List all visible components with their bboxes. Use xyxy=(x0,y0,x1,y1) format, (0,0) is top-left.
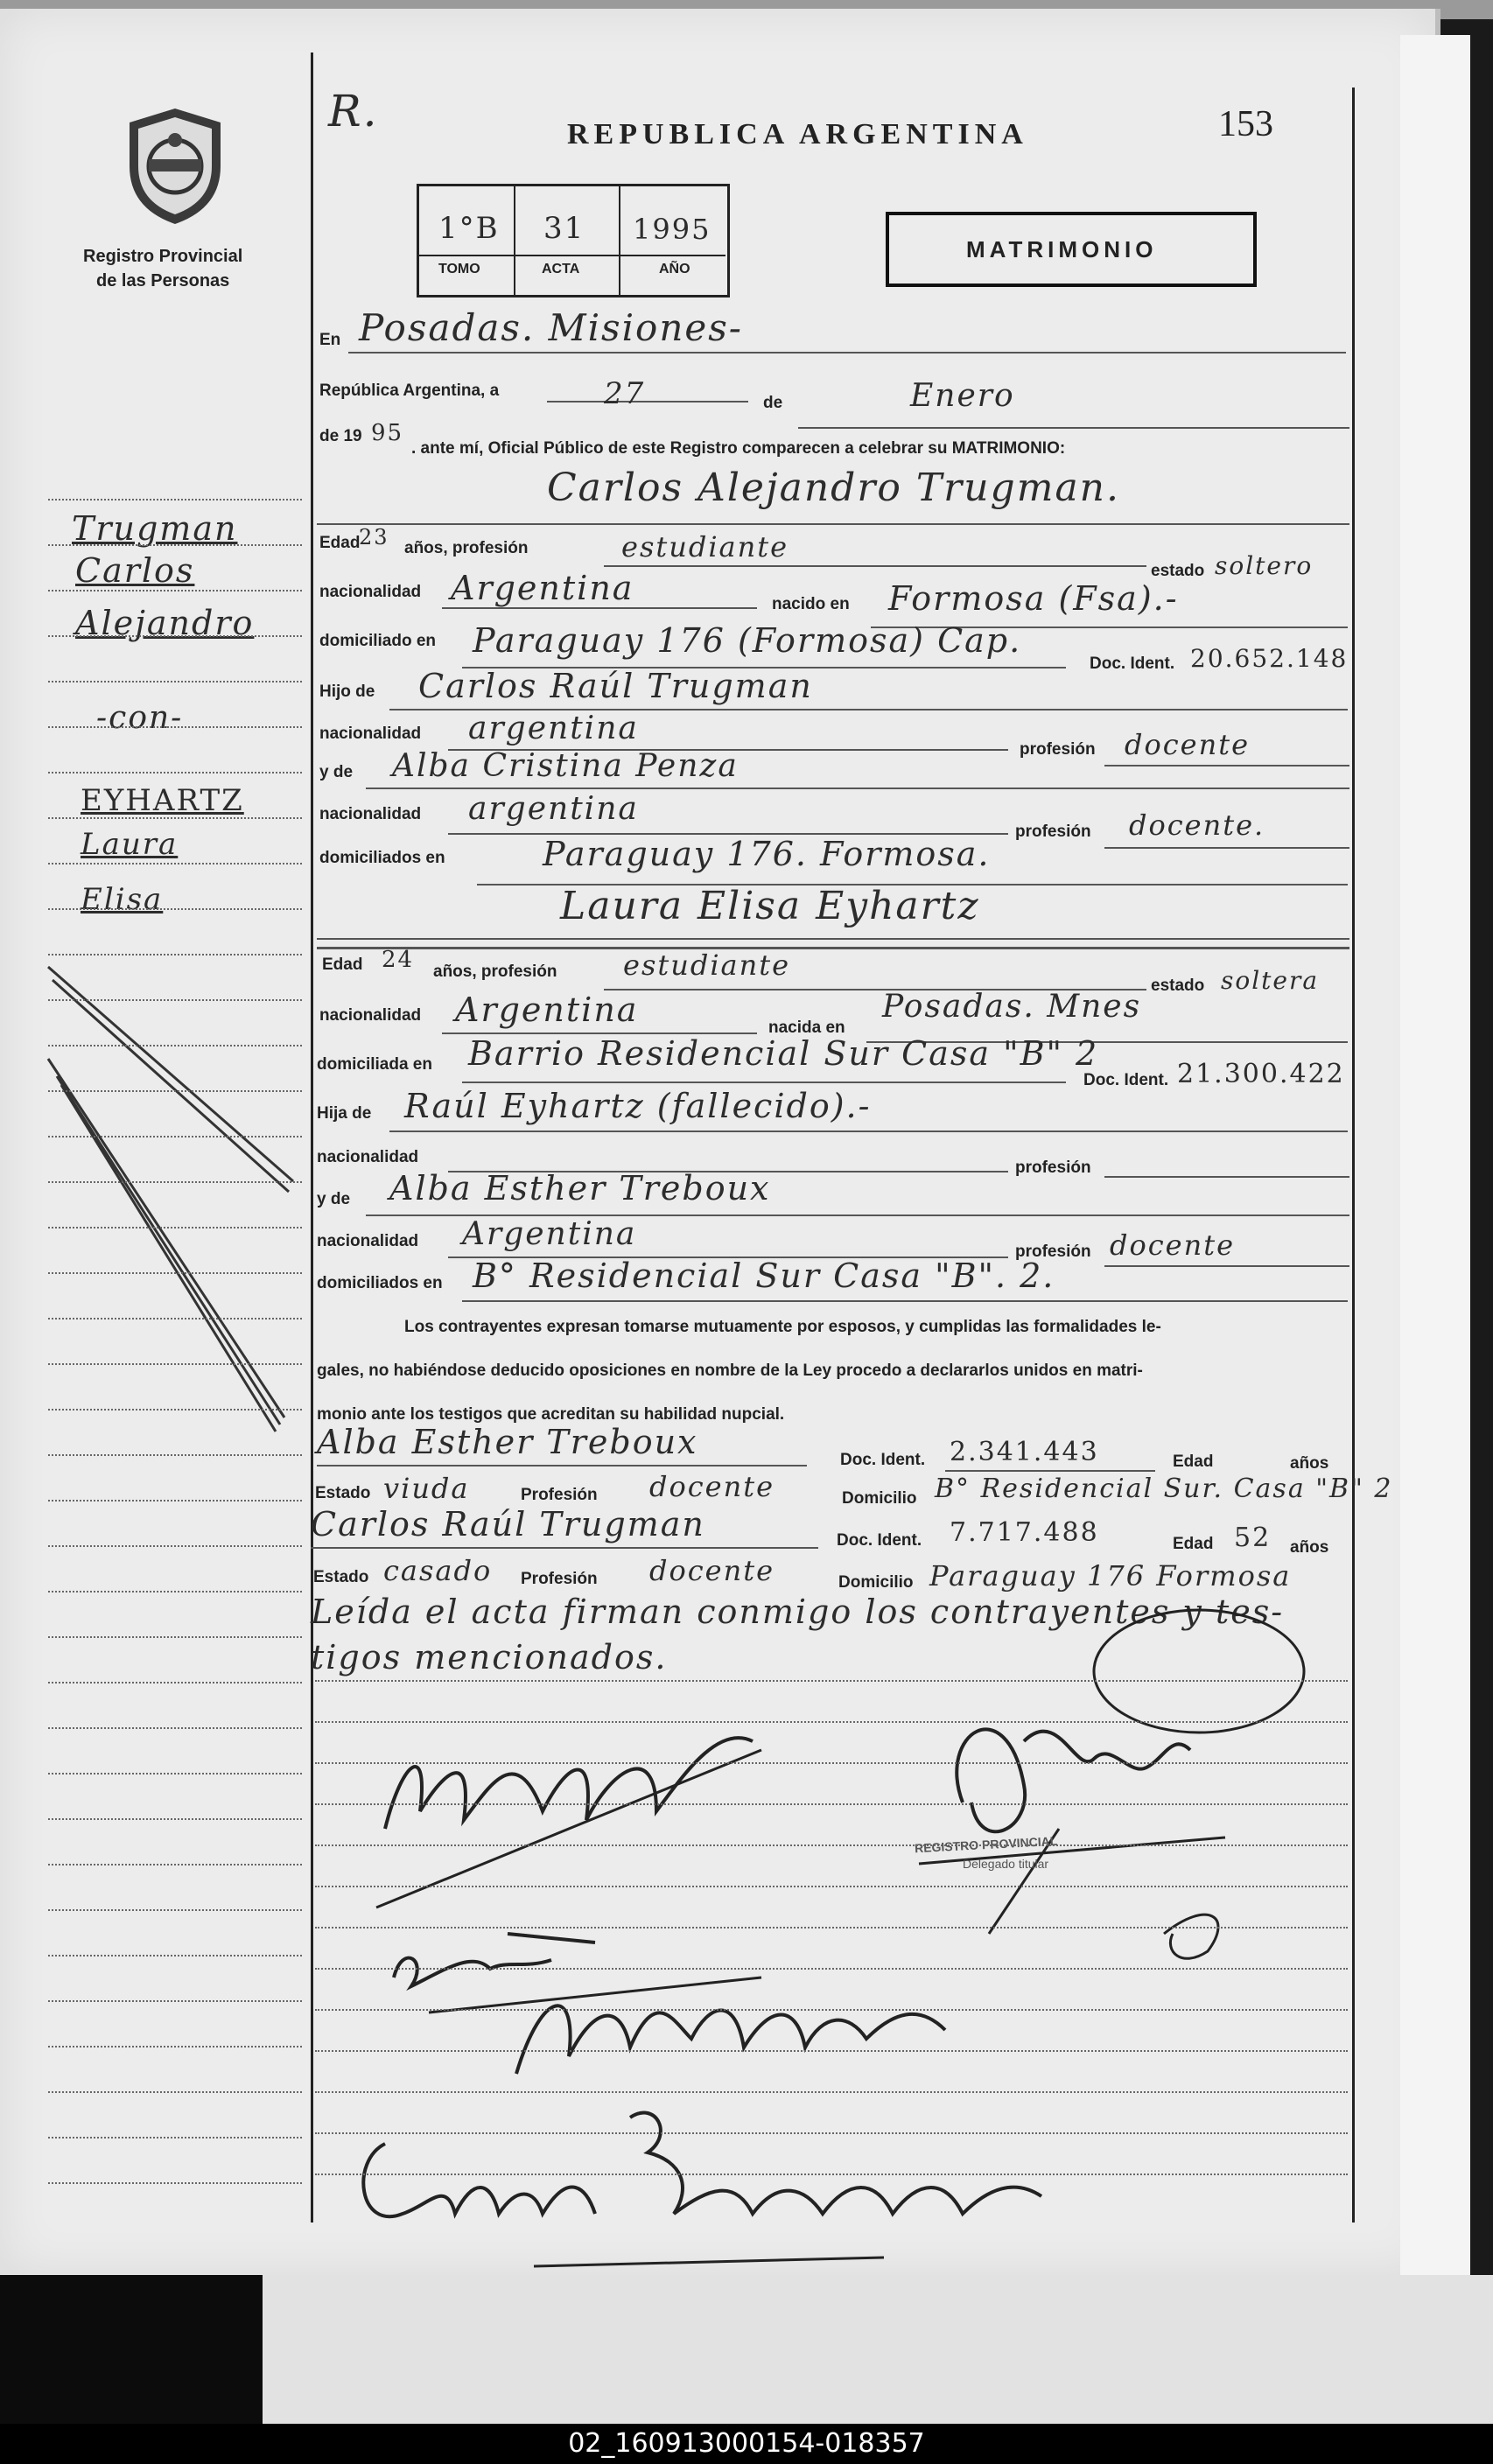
margin-ruled-line xyxy=(48,681,302,682)
main-ruled-line xyxy=(315,1886,1348,1887)
groom-profesion-label: años, profesión xyxy=(404,539,529,557)
registry-name-line2: de las Personas xyxy=(96,271,230,290)
margin-ruled-line xyxy=(48,1409,302,1410)
groom-nationality-line xyxy=(442,607,757,609)
margin-note-bride-first-name: Laura xyxy=(81,827,179,862)
margin-ruled-line xyxy=(48,999,302,1001)
bride-address-line xyxy=(462,1082,1066,1083)
bride-mother-nationality: Argentina xyxy=(462,1216,637,1252)
bride-mother-yde-label: y de xyxy=(317,1190,351,1208)
officer-stamp-line-1: REGISTRO PROVINCIAL xyxy=(914,1833,1058,1856)
groom-hijo-label: Hijo de xyxy=(319,682,375,701)
main-ruled-line xyxy=(315,1803,1348,1805)
margin-ruled-line xyxy=(48,1500,302,1502)
witness-1-doc-label: Doc. Ident. xyxy=(840,1451,926,1469)
margin-ruled-line xyxy=(48,1727,302,1729)
acta-value: 31 xyxy=(543,211,585,246)
declaration-line-1: Los contrayentes expresan tomarse mutuamente por esposos, y cumplidas las formalidades le- xyxy=(404,1318,1161,1336)
place-line xyxy=(348,352,1346,354)
bride-profession: estudiante xyxy=(623,948,791,982)
margin-note-bride-middle-name: Elisa xyxy=(81,882,164,917)
groom-mother-name: Alba Cristina Penza xyxy=(392,748,739,784)
groom-mother-yde-label: y de xyxy=(319,763,354,781)
main-ruled-line xyxy=(315,1721,1348,1723)
groom-name: Carlos Alejandro Trugman. xyxy=(547,466,1120,510)
margin-ruled-line xyxy=(48,544,302,546)
closing-line-2: tigos mencionados. xyxy=(311,1638,668,1676)
republica-label: República Argentina, a xyxy=(319,382,500,400)
bride-father-profession-label: profesión xyxy=(1015,1158,1091,1177)
main-ruled-line xyxy=(315,2174,1348,2175)
groom-mother-profession-label: profesión xyxy=(1015,822,1091,841)
record-box-divider xyxy=(419,255,725,256)
bride-doc-label: Doc. Ident. xyxy=(1083,1071,1169,1089)
bride-age: 24 xyxy=(382,947,415,973)
groom-father-name: Carlos Raúl Trugman xyxy=(418,667,813,705)
record-type-label: MATRIMONIO xyxy=(966,236,1158,262)
bride-section-divider xyxy=(317,947,1349,949)
groom-address: Paraguay 176 (Formosa) Cap. xyxy=(473,621,1022,660)
tomo-cell xyxy=(419,186,515,295)
bride-parents-address-line xyxy=(462,1300,1348,1302)
bride-document-number: 21.300.422 xyxy=(1177,1059,1345,1089)
ano-cell xyxy=(620,186,725,295)
groom-father-nationality-label: nacionalidad xyxy=(319,724,422,743)
groom-father-profession: docente xyxy=(1125,728,1251,761)
margin-ruled-line xyxy=(48,1818,302,1820)
year-prefix: de 19 xyxy=(319,427,362,445)
witness-1-profession-label: Profesión xyxy=(521,1486,598,1504)
witness-2-document-number: 7.717.488 xyxy=(950,1517,1099,1548)
main-ruled-line xyxy=(315,1968,1348,1970)
witness-1-name: Alba Esther Treboux xyxy=(317,1423,698,1461)
witness-2-name-line xyxy=(311,1547,818,1549)
ano-label: AÑO xyxy=(659,262,690,276)
margin-ruled-line xyxy=(48,1682,302,1684)
witness-1-profession: docente xyxy=(649,1470,775,1503)
bride-estado-label: estado xyxy=(1151,976,1205,995)
record-type-box xyxy=(886,212,1257,287)
witness-1-edad-label: Edad xyxy=(1173,1452,1214,1471)
bride-father-nationality-label: nacionalidad xyxy=(317,1148,419,1166)
margin-ruled-line xyxy=(48,1591,302,1592)
bride-profesion-label: años, profesión xyxy=(433,962,557,981)
bride-signature xyxy=(376,1881,1006,2109)
margin-ruled-line xyxy=(48,1227,302,1228)
bride-nationality: Argentina xyxy=(455,990,639,1029)
margin-ruled-line xyxy=(48,1272,302,1274)
groom-parents-domicile-label: domiciliados en xyxy=(319,849,445,867)
witness-2-anos-label: años xyxy=(1290,1538,1329,1557)
witness-signature xyxy=(341,2082,1111,2284)
margin-ruled-line xyxy=(48,1454,302,1456)
witness-1-estado-label: Estado xyxy=(315,1484,371,1502)
margin-note-first-name: Carlos xyxy=(75,551,195,590)
image-code-footer: 02_160913000154-018357 xyxy=(0,2424,1493,2464)
bride-nationality-label: nacionalidad xyxy=(319,1006,422,1025)
margin-ruled-line xyxy=(48,1909,302,1911)
witness-2-name: Carlos Raúl Trugman xyxy=(311,1505,705,1544)
witness-2-doc-label: Doc. Ident. xyxy=(837,1531,922,1550)
margin-ruled-line xyxy=(48,635,302,637)
witness-1-domicile-label: Domicilio xyxy=(842,1489,917,1508)
main-ruled-line xyxy=(315,2050,1348,2052)
margin-ruled-line xyxy=(48,1045,302,1046)
margin-note-bride-surname: EYHARTZ xyxy=(81,783,244,818)
closing-line-1: Leída el acta firman conmigo los contrayentes y tes- xyxy=(311,1592,1285,1631)
groom-nationality: Argentina xyxy=(451,569,634,607)
margin-ruled-line xyxy=(48,1363,302,1365)
groom-profession: estudiante xyxy=(621,530,789,564)
margin-ruled-line xyxy=(48,863,302,864)
witness-2-domicile-label: Domicilio xyxy=(838,1573,914,1592)
document-title: REPUBLICA ARGENTINA xyxy=(567,118,1028,150)
bride-mother-nationality-label: nacionalidad xyxy=(317,1232,419,1250)
bride-address: Barrio Residencial Sur Casa "B" 2 xyxy=(468,1034,1099,1073)
margin-ruled-line xyxy=(48,2091,302,2093)
margin-ruled-line xyxy=(48,1636,302,1638)
main-ruled-line xyxy=(315,1927,1348,1928)
witness-2-profession: docente xyxy=(649,1554,775,1587)
ano-value: 1995 xyxy=(633,213,711,246)
main-ruled-line xyxy=(315,1762,1348,1764)
marriage-month: Enero xyxy=(910,378,1015,414)
record-number-box xyxy=(417,184,730,298)
groom-mother-nationality-label: nacionalidad xyxy=(319,805,422,823)
groom-father-profession-label: profesión xyxy=(1020,740,1096,759)
groom-mother-profession-line xyxy=(1104,847,1349,849)
bride-father-line xyxy=(389,1130,1348,1132)
margin-ruled-line xyxy=(48,1773,302,1774)
day-line xyxy=(547,401,748,402)
bride-parents-address: B° Residencial Sur Casa "B". 2. xyxy=(473,1256,1055,1295)
margin-ruled-line xyxy=(48,1955,302,1956)
groom-edad-label: Edad xyxy=(319,534,361,552)
provincial-seal-icon xyxy=(123,105,228,228)
margin-ruled-line xyxy=(48,1090,302,1092)
marriage-year-suffix: 95 xyxy=(371,420,404,446)
acta-cell xyxy=(514,186,620,295)
bride-edad-label: Edad xyxy=(322,956,363,974)
appearance-text: . ante mí, Oficial Público de este Registro comparecen a celebrar su MATRIMONIO: xyxy=(411,439,1066,458)
groom-mother-profession: docente. xyxy=(1129,808,1265,842)
groom-document-number: 20.652.148 xyxy=(1190,644,1349,673)
witness-1-marital-status: viuda xyxy=(383,1472,470,1505)
margin-ruled-line xyxy=(48,499,302,500)
margin-ruled-line xyxy=(48,908,302,910)
groom-profession-line xyxy=(604,565,1146,567)
right-border-line xyxy=(1352,88,1355,2222)
scanner-bed-bottom xyxy=(263,2275,1493,2424)
bride-mother-name: Alba Esther Treboux xyxy=(389,1169,771,1208)
scanner-bed-shadow xyxy=(0,2275,263,2424)
marriage-day: 27 xyxy=(604,376,646,411)
margin-ruled-line xyxy=(48,772,302,774)
tomo-label: TOMO xyxy=(438,262,480,276)
tomo-value: 1°B xyxy=(438,211,500,246)
groom-nationality-label: nacionalidad xyxy=(319,583,422,601)
margin-ruled-line xyxy=(48,1545,302,1547)
witness-2-marital-status: casado xyxy=(383,1554,493,1587)
witness-2-age: 52 xyxy=(1234,1522,1272,1553)
margin-ruled-line xyxy=(48,590,302,592)
registry-name-line1: Registro Provincial xyxy=(83,247,243,266)
groom-doc-label: Doc. Ident. xyxy=(1090,654,1175,673)
groom-parents-address: Paraguay 176. Formosa. xyxy=(543,835,991,873)
bride-father-name: Raúl Eyhartz (fallecido).- xyxy=(404,1087,872,1125)
witness-1-doc-line xyxy=(945,1470,1155,1472)
de-label: de xyxy=(763,394,783,412)
bride-mother-profession: docente xyxy=(1110,1228,1236,1262)
witness-1-name-line xyxy=(317,1465,807,1466)
bride-domicilio-label: domiciliada en xyxy=(317,1055,432,1074)
bride-parents-domicile-label: domiciliados en xyxy=(317,1274,443,1292)
margin-note-surname: Trugman xyxy=(72,509,238,548)
groom-father-nationality: argentina xyxy=(468,710,639,746)
groom-nacido-label: nacido en xyxy=(772,595,850,613)
bride-mother-profession-line xyxy=(1104,1265,1349,1267)
marriage-place: Posadas. Misiones- xyxy=(359,306,743,349)
margin-ruled-line xyxy=(48,1181,302,1183)
margin-ruled-line xyxy=(48,954,302,956)
main-ruled-line xyxy=(315,1680,1348,1682)
margin-ruled-line xyxy=(48,1318,302,1320)
margin-ruled-line xyxy=(48,2000,302,2002)
groom-domicilio-label: domiciliado en xyxy=(319,632,437,650)
bride-father-profession-line xyxy=(1104,1176,1349,1178)
bride-birthplace: Posadas. Mnes xyxy=(882,989,1142,1025)
margin-note-middle-name: Alejandro xyxy=(75,604,255,642)
register-page xyxy=(0,9,1440,2275)
bride-name-line xyxy=(317,938,1349,940)
bride-mother-profession-label: profesión xyxy=(1015,1242,1091,1261)
margin-ruled-line xyxy=(48,1136,302,1138)
acta-label: ACTA xyxy=(542,262,580,276)
witness-2-edad-label: Edad xyxy=(1173,1535,1214,1553)
margin-ruled-line xyxy=(48,2137,302,2138)
witness-2-address: Paraguay 176 Formosa xyxy=(929,1559,1292,1592)
witness-1-anos-label: años xyxy=(1290,1454,1329,1473)
declaration-line-2: gales, no habiéndose deducido oposiciones en nombre de la Ley procedo a declararlos unidos en matri- xyxy=(317,1362,1143,1380)
month-line xyxy=(798,427,1349,429)
groom-mother-line xyxy=(366,788,1349,789)
bride-hija-label: Hija de xyxy=(317,1104,372,1123)
groom-marital-status: soltero xyxy=(1215,551,1314,580)
en-label: En xyxy=(319,331,341,349)
margin-ruled-line xyxy=(48,1864,302,1866)
declaration-line-3: monio ante los testigos que acreditan su habilidad nupcial. xyxy=(317,1405,785,1424)
witness-1-document-number: 2.341.443 xyxy=(950,1437,1099,1467)
groom-estado-label: estado xyxy=(1151,562,1205,580)
groom-mother-nationality: argentina xyxy=(468,791,639,827)
page-right-edge xyxy=(1400,35,1470,2275)
bride-marital-status: soltera xyxy=(1221,966,1320,995)
bride-nacida-label: nacida en xyxy=(768,1018,845,1037)
margin-note-connector: -con- xyxy=(96,700,184,736)
main-ruled-line xyxy=(315,1844,1348,1846)
groom-father-profession-line xyxy=(1104,765,1349,766)
witness-1-address: B° Residencial Sur. Casa "B" 2 xyxy=(935,1474,1393,1504)
margin-divider-line xyxy=(311,52,313,2222)
officer-stamp-line-2: Delegado titular xyxy=(963,1857,1049,1871)
witness-2-profession-label: Profesión xyxy=(521,1570,598,1588)
main-ruled-line xyxy=(315,2132,1348,2134)
main-ruled-line xyxy=(315,2009,1348,2011)
margin-ruled-line xyxy=(48,817,302,819)
groom-age: 23 xyxy=(359,525,389,550)
witness-2-estado-label: Estado xyxy=(313,1568,369,1586)
groom-name-line xyxy=(317,523,1349,525)
main-ruled-line xyxy=(315,2091,1348,2093)
corner-initial-mark: R. xyxy=(328,86,379,136)
margin-ruled-line xyxy=(48,726,302,728)
bride-name: Laura Elisa Eyhartz xyxy=(560,884,980,928)
groom-birthplace: Formosa (Fsa).- xyxy=(888,579,1179,618)
margin-ruled-line xyxy=(48,2046,302,2048)
page-number: 153 xyxy=(1218,104,1273,144)
margin-ruled-line xyxy=(48,2182,302,2184)
